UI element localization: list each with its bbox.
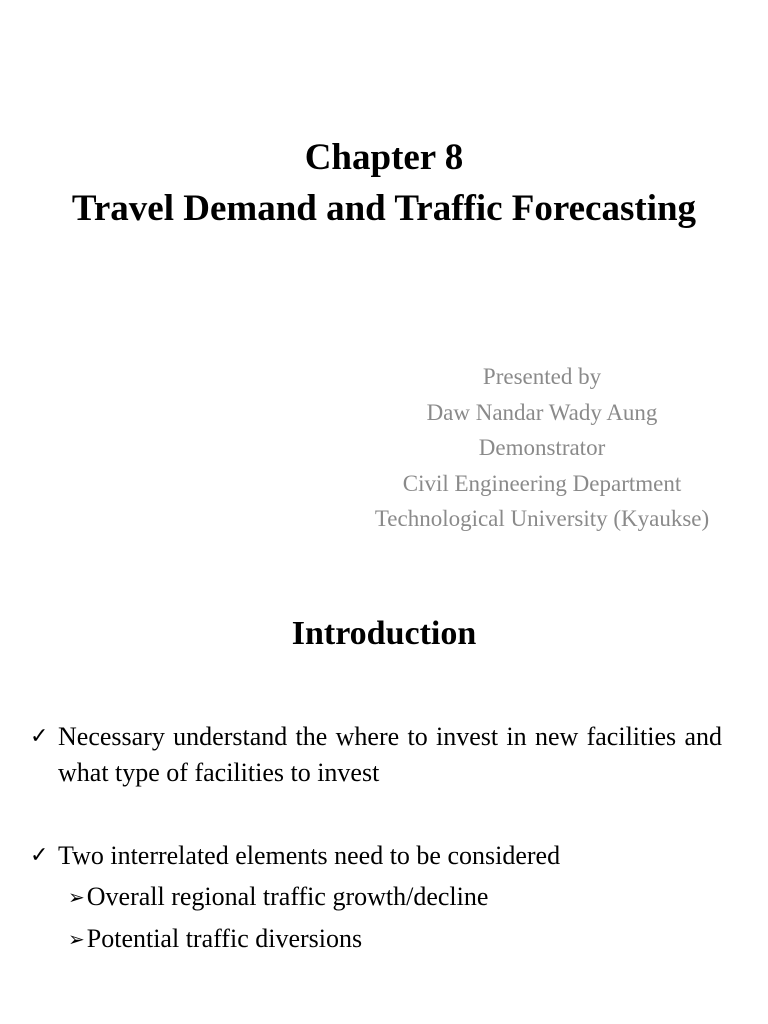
list-item-text: Necessary understand the where to invest in new facilities and what type of facilities to invest bbox=[58, 722, 722, 787]
sub-list-item-text: Overall regional traffic growth/decline bbox=[86, 882, 489, 911]
arrow-bullet-icon: ➢ bbox=[68, 885, 85, 909]
sub-list-item-text: Potential traffic diversions bbox=[86, 924, 363, 953]
presenter-department: Civil Engineering Department bbox=[402, 470, 682, 496]
presenter-role: Demonstrator bbox=[478, 435, 606, 460]
check-icon: ✓ bbox=[30, 724, 49, 749]
check-icon: ✓ bbox=[30, 843, 49, 868]
list-item bbox=[30, 838, 722, 874]
chapter-name: Travel Demand and Traffic Forecasting bbox=[71, 188, 697, 229]
presented-by-label: Presented by bbox=[482, 364, 602, 389]
sub-list-item bbox=[68, 921, 718, 957]
presenter-name: Daw Nandar Wady Aung bbox=[426, 399, 658, 425]
chapter-title bbox=[0, 132, 768, 234]
list-item bbox=[30, 719, 722, 791]
arrow-bullet-icon: ➢ bbox=[68, 927, 85, 951]
section-heading: Introduction bbox=[291, 615, 477, 652]
presenter-university: Technological University (Kyaukse) bbox=[374, 506, 710, 531]
list-item-text: Two interrelated elements need to be considered bbox=[58, 841, 561, 870]
chapter-number: Chapter 8 bbox=[304, 137, 464, 178]
sub-list-item bbox=[68, 879, 718, 915]
presenter-info bbox=[342, 359, 742, 537]
